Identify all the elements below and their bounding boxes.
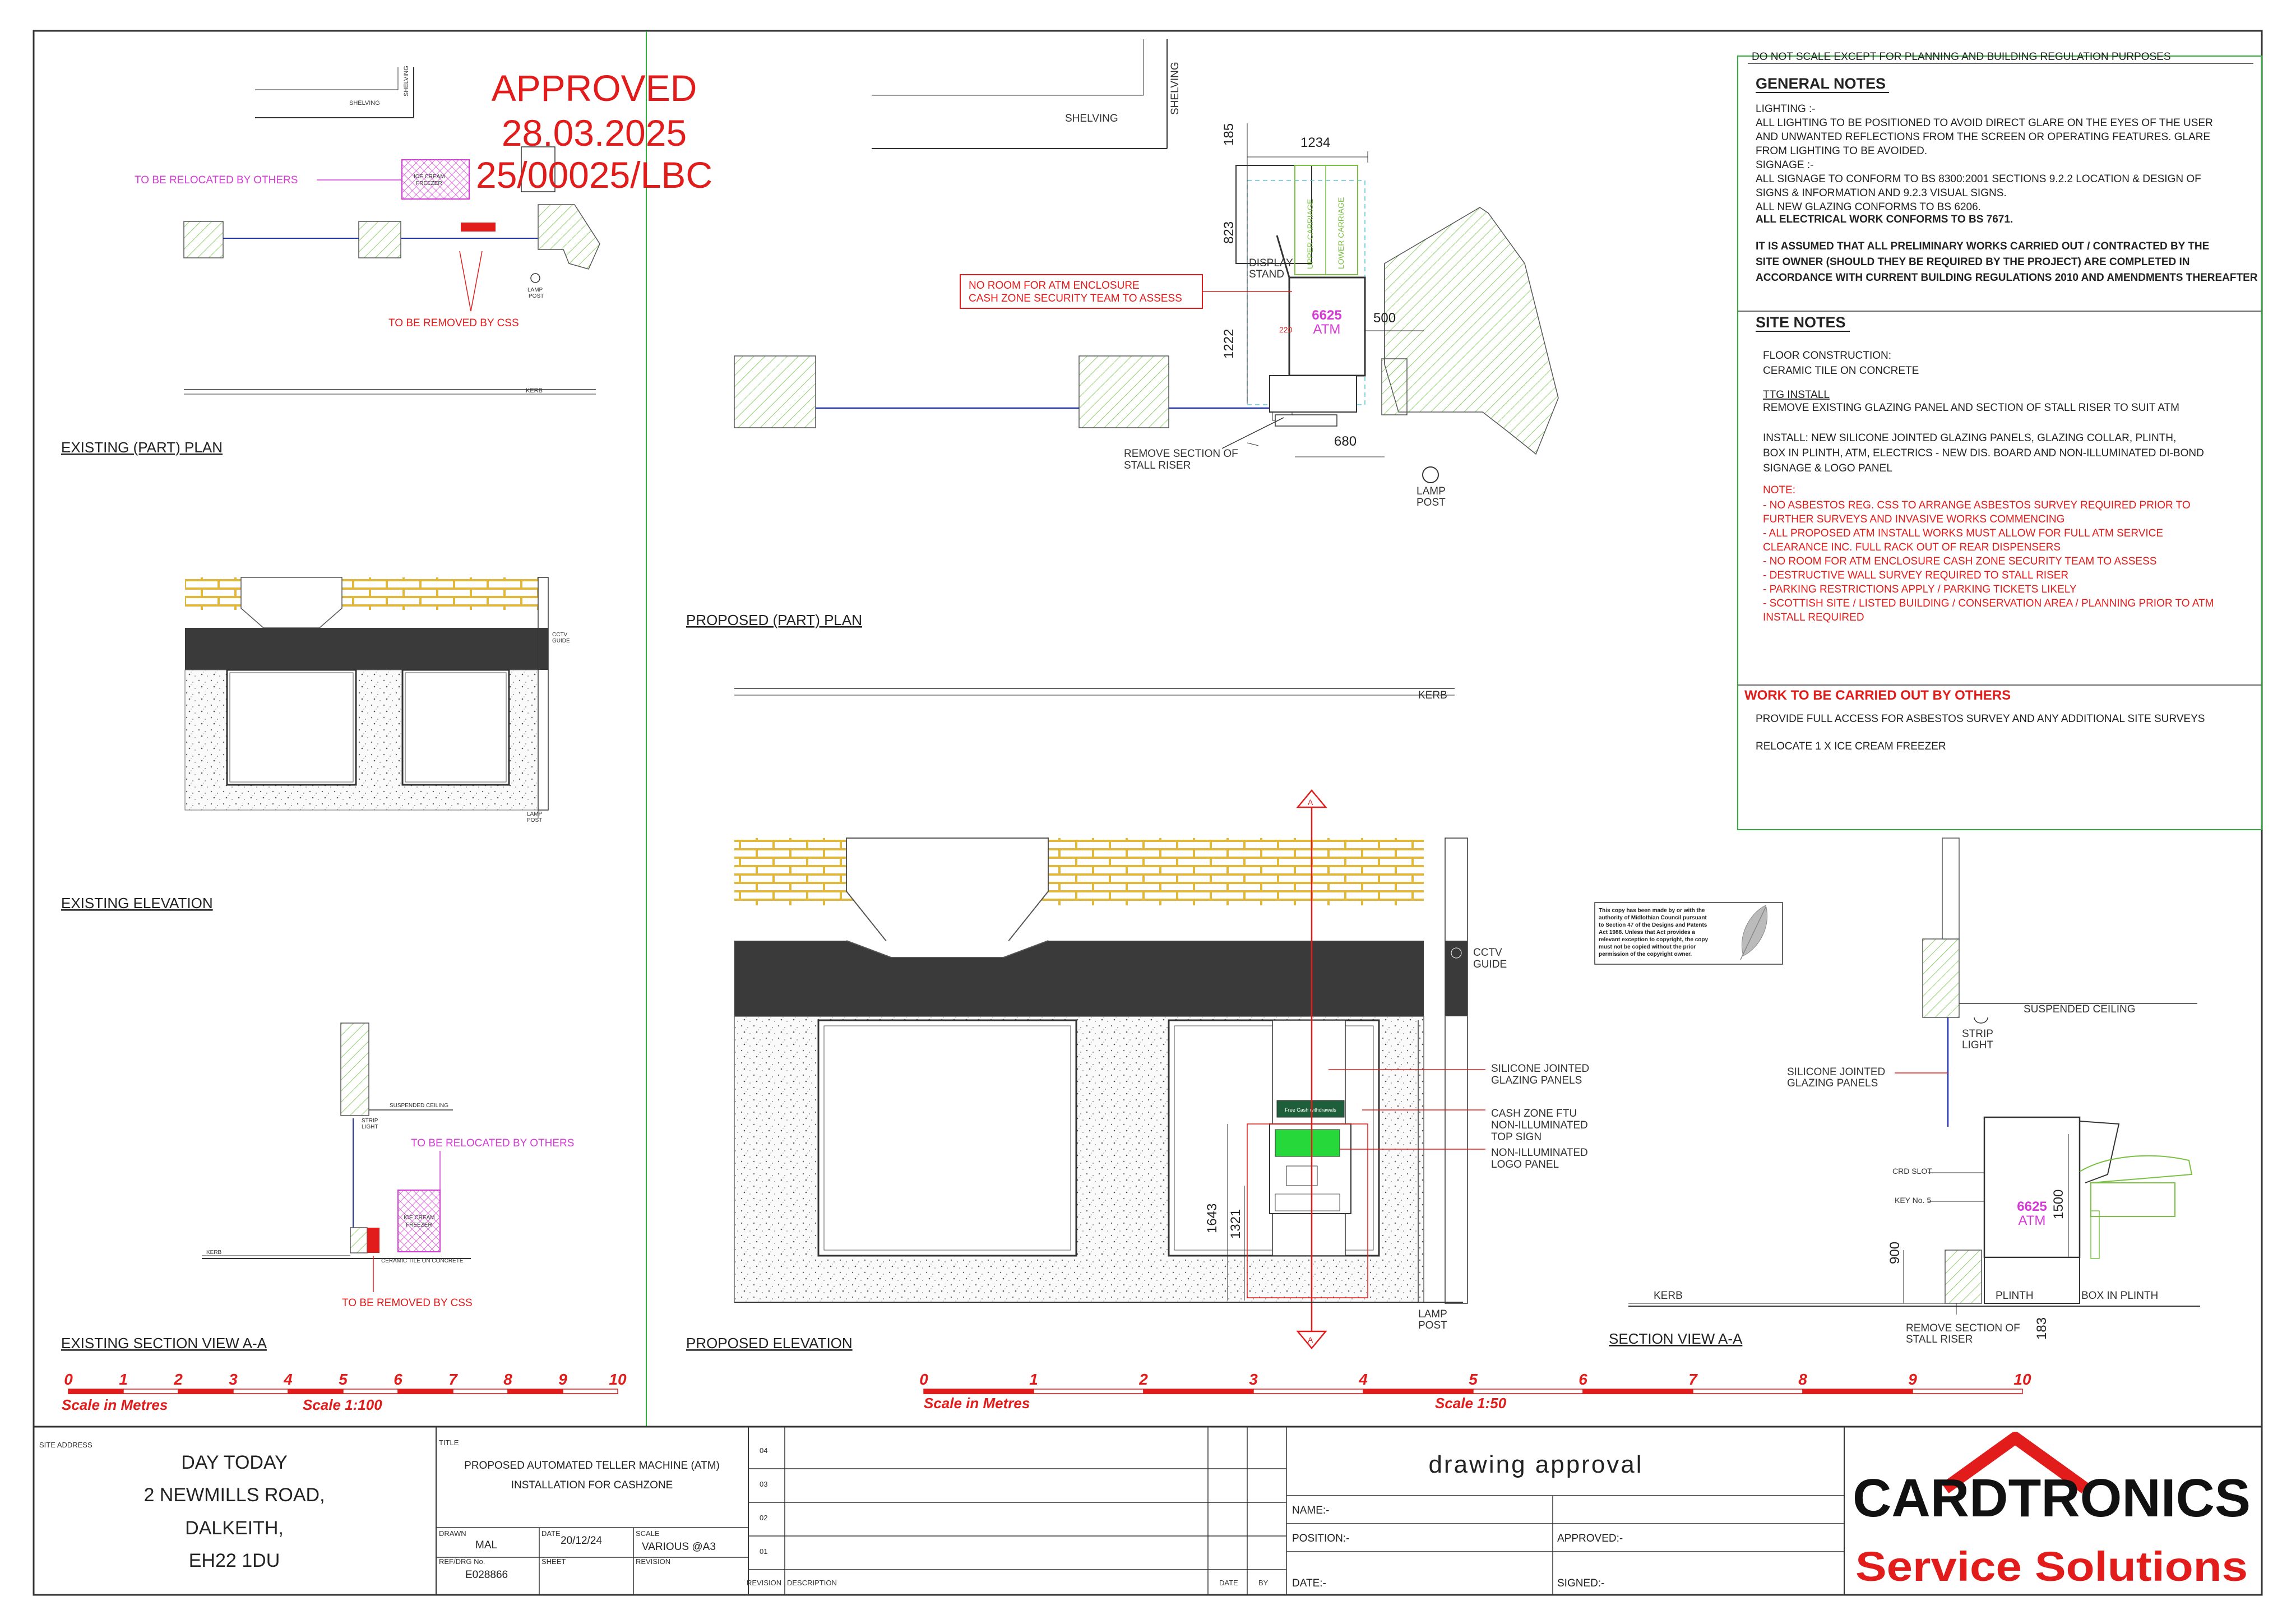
scale-number: 3 xyxy=(1249,1371,1258,1388)
cashzone-1: CASH ZONE FTU xyxy=(1491,1108,1577,1119)
dim-680: 680 xyxy=(1334,434,1357,449)
floor-line-2: CERAMIC TILE ON CONCRETE xyxy=(1763,365,1919,377)
site-note-list xyxy=(1763,499,2214,623)
general-notes-lines xyxy=(1756,103,2213,213)
no-room-line-2: CASH ZONE SECURITY TEAM TO ASSESS xyxy=(969,293,1182,304)
atm-plan-num: 6625 xyxy=(1312,308,1342,323)
title-line-2: INSTALLATION FOR CASHZONE xyxy=(511,1479,673,1491)
sv-box-plinth: BOX IN PLINTH xyxy=(2081,1290,2159,1302)
scale-number: 1 xyxy=(1029,1371,1038,1388)
signed-field: SIGNED:- xyxy=(1557,1577,1605,1589)
scale-segment xyxy=(398,1389,453,1394)
dim-1500: 1500 xyxy=(2051,1189,2066,1219)
freezer-label: ICE CREAM xyxy=(414,174,445,180)
scale-number: 7 xyxy=(1688,1371,1697,1388)
sv-ceiling: SUSPENDED CEILING xyxy=(2024,1003,2136,1015)
dim-220: 220 xyxy=(1279,325,1293,334)
cashzone-2: NON-ILLUMINATED xyxy=(1491,1119,1588,1131)
general-note-line-1: LIGHTING :- xyxy=(1756,103,1816,115)
atm-plan-label: ATM xyxy=(1313,322,1341,337)
site-note-1: - NO ASBESTOS REG. CSS TO ARRANGE ASBESTOS SURVEY REQUIRED PRIOR TO xyxy=(1763,499,2191,511)
logo-panel xyxy=(1275,1130,1340,1156)
scale-segment xyxy=(233,1389,288,1394)
existing-plan-title: EXISTING (PART) PLAN xyxy=(61,439,223,456)
prop-elev-lamp-2: POST xyxy=(1418,1320,1447,1331)
scale-number: 4 xyxy=(284,1371,293,1388)
general-note-line-4: FROM LIGHTING TO BE AVOIDED. xyxy=(1756,145,1928,157)
floor-construction xyxy=(1763,350,1919,377)
scale-bar-1-50 xyxy=(919,1371,2031,1394)
install-line-3: SIGNAGE & LOGO PANEL xyxy=(1763,462,1892,474)
scale-number: 9 xyxy=(1908,1371,1917,1388)
stamp-line-1: APPROVED xyxy=(491,67,697,109)
drawing-approval: drawing approval xyxy=(1428,1451,1644,1478)
install-notes xyxy=(1763,432,2204,474)
copyright-line-3: to Section 47 of the Designs and Patents xyxy=(1599,922,1707,928)
proposed-kerb: KERB xyxy=(1418,690,1447,701)
svg-text:FREEZER: FREEZER xyxy=(416,181,442,187)
date-label: DATE xyxy=(541,1529,561,1538)
assumed-line-2: SITE OWNER (SHOULD THEY BE REQUIRED BY THE PROJECT) ARE COMPLETED IN xyxy=(1756,256,2190,268)
address-line-4: EH22 1DU xyxy=(188,1550,280,1571)
proposed-elevation-title: PROPOSED ELEVATION xyxy=(686,1335,853,1352)
existing-shelving-label-v: SHELVING xyxy=(403,66,410,96)
scale-bar-1-100 xyxy=(64,1371,627,1394)
silicone-2: GLAZING PANELS xyxy=(1491,1075,1582,1086)
svg-text:ICE CREAM: ICE CREAM xyxy=(404,1215,435,1221)
upper-carriage-label: UPPER CARRIAGE xyxy=(1306,198,1314,269)
existing-section-floor: CERAMIC TILE ON CONCRETE xyxy=(381,1258,464,1264)
existing-section-title: EXISTING SECTION VIEW A-A xyxy=(61,1335,267,1352)
copyright-line-4: Act 1988. Unless that Act provides a xyxy=(1599,929,1695,936)
existing-elevation-title: EXISTING ELEVATION xyxy=(61,895,213,912)
scale-segment xyxy=(343,1389,398,1394)
general-note-line-2: ALL LIGHTING TO BE POSITIONED TO AVOID DIRECT GLARE ON THE EYES OF THE USER xyxy=(1756,117,2213,129)
proposed-shelving-v: SHELVING xyxy=(1169,62,1181,115)
copyright-line-1: This copy has been made by or with the xyxy=(1599,908,1705,914)
svg-text:FREEZER: FREEZER xyxy=(406,1222,432,1228)
assumed-notes xyxy=(1756,240,2258,284)
notes-panel xyxy=(1738,51,2262,830)
proposed-lamp-2: POST xyxy=(1417,497,1446,508)
atm-section xyxy=(1984,1117,2080,1257)
svg-text:STRIP: STRIP xyxy=(362,1118,378,1124)
scale-segment xyxy=(178,1389,233,1394)
dim-185: 185 xyxy=(1221,123,1237,146)
scale-segment xyxy=(1253,1389,1363,1394)
general-note-line-8: ALL NEW GLAZING CONFORMS TO BS 6206. xyxy=(1756,201,1981,213)
svg-text:LIGHT: LIGHT xyxy=(362,1124,378,1130)
removed-label: TO BE REMOVED BY CSS xyxy=(388,317,519,329)
svg-text:LAMP: LAMP xyxy=(527,811,543,817)
existing-shelving-label: SHELVING xyxy=(349,100,380,107)
existing-section-kerb: KERB xyxy=(206,1250,222,1256)
existing-cctv: CCTV xyxy=(552,632,568,638)
dim-823: 823 xyxy=(1221,221,1237,244)
remove-riser-1: REMOVE SECTION OF xyxy=(1124,448,1238,460)
by-head: BY xyxy=(1258,1579,1269,1587)
remove-riser-2: STALL RISER xyxy=(1124,460,1191,471)
install-line-1: INSTALL: NEW SILICONE JOINTED GLAZING PANELS, GLAZING COLLAR, PLINTH, xyxy=(1763,432,2177,444)
rev-02: 02 xyxy=(760,1514,768,1522)
scale-number: 5 xyxy=(339,1371,348,1388)
date-field: DATE:- xyxy=(1292,1577,1326,1589)
svg-text:STAND: STAND xyxy=(1249,269,1284,280)
proposed-shelving: SHELVING xyxy=(1065,113,1118,124)
general-note-line-7: SIGNS & INFORMATION AND 9.2.3 VISUAL SIGNS. xyxy=(1756,187,2007,199)
scale-segment xyxy=(1363,1389,1473,1394)
copyright-line-7: permission of the copyright owner. xyxy=(1599,951,1692,957)
scale-segment xyxy=(1473,1389,1583,1394)
site-notes-heading: SITE NOTES xyxy=(1756,314,1846,331)
scale-number: 0 xyxy=(64,1371,73,1388)
position-field: POSITION:- xyxy=(1292,1533,1350,1544)
approved-field: APPROVED:- xyxy=(1557,1533,1623,1544)
rev-04: 04 xyxy=(760,1446,768,1455)
sv-strip-1: STRIP xyxy=(1962,1028,1993,1040)
existing-lamp-label: LAMP xyxy=(527,287,543,293)
existing-section-removed: TO BE REMOVED BY CSS xyxy=(342,1297,473,1309)
sv-atm-num: 6625 xyxy=(2017,1199,2047,1214)
scale-segment xyxy=(1144,1389,1253,1394)
scale-number: 8 xyxy=(503,1371,512,1388)
scale-number: 7 xyxy=(448,1371,457,1388)
assumed-line-3: ACCORDANCE WITH CURRENT BUILDING REGULATIONS 2010 AND AMENDMENTS THEREAFTER xyxy=(1756,272,2258,284)
sv-silicone-1: SILICONE JOINTED xyxy=(1787,1066,1886,1078)
sv-remove-1: REMOVE SECTION OF xyxy=(1906,1322,2020,1334)
address-line-1: DAY TODAY xyxy=(181,1452,288,1473)
scale-segment xyxy=(288,1389,343,1394)
sv-strip-2: LIGHT xyxy=(1962,1039,1993,1051)
display-label-1: DISPLAY xyxy=(1249,257,1293,269)
rev-head: REVISION xyxy=(747,1579,782,1587)
scale-number: 0 xyxy=(919,1371,928,1388)
sv-atm-label: ATM xyxy=(2018,1213,2046,1228)
proposed-elevation xyxy=(686,790,1589,1352)
existing-elevation xyxy=(61,577,570,912)
title-line-1: PROPOSED AUTOMATED TELLER MACHINE (ATM) xyxy=(464,1460,720,1472)
desc-head: DESCRIPTION xyxy=(787,1579,837,1587)
site-note-2: FURTHER SURVEYS AND INVASIVE WORKS COMMENCING xyxy=(1763,513,2065,525)
title-block xyxy=(39,1427,1844,1595)
ttg-text: REMOVE EXISTING GLAZING PANEL AND SECTION OF STALL RISER TO SUIT ATM xyxy=(1763,402,2179,414)
svg-text:GUIDE: GUIDE xyxy=(552,638,570,644)
scale-number: 6 xyxy=(1578,1371,1587,1388)
note-heading: NOTE: xyxy=(1763,484,1796,496)
dim-183: 183 xyxy=(2034,1317,2049,1340)
others-line-2: RELOCATE 1 X ICE CREAM FREEZER xyxy=(1756,741,1946,752)
sv-plinth: PLINTH xyxy=(1996,1290,2034,1302)
proposed-plan xyxy=(686,39,1558,701)
rev-01: 01 xyxy=(760,1547,768,1556)
copyright-line-5: relevant exception to copyright, the copy xyxy=(1599,937,1709,943)
general-notes-heading: GENERAL NOTES xyxy=(1756,75,1886,92)
copyright-line-2: authority of Midlothian Council pursuant xyxy=(1599,915,1707,921)
stamp-line-3: 25/00025/LBC xyxy=(475,154,713,196)
site-note-8: - SCOTTISH SITE / LISTED BUILDING / CONSERVATION AREA / PLANNING PRIOR TO ATM xyxy=(1763,598,2214,609)
site-note-4: CLEARANCE INC. FULL RACK OUT OF REAR DISPENSERS xyxy=(1763,542,2061,553)
dim-500: 500 xyxy=(1373,311,1396,326)
cashzone-3: TOP SIGN xyxy=(1491,1131,1542,1143)
address-line-2: 2 NEWMILLS ROAD, xyxy=(144,1484,325,1506)
site-note-7: - PARKING RESTRICTIONS APPLY / PARKING TICKETS LIKELY xyxy=(1763,584,2077,595)
scale-segment xyxy=(924,1389,1034,1394)
copyright-line-6: must not be copied without the prior xyxy=(1599,944,1696,950)
sv-crd-slot: CRD SLOT xyxy=(1892,1167,1932,1176)
sv-kerb: KERB xyxy=(1654,1290,1683,1302)
scale-number: 10 xyxy=(609,1371,627,1388)
dim-1321: 1321 xyxy=(1228,1209,1243,1239)
no-room-line-1: NO ROOM FOR ATM ENCLOSURE xyxy=(969,280,1140,292)
cctv-2: GUIDE xyxy=(1473,959,1507,970)
dim-1234: 1234 xyxy=(1300,135,1331,150)
site-note-9: INSTALL REQUIRED xyxy=(1763,612,1864,623)
ref-value: E028866 xyxy=(465,1569,508,1581)
scale-number: 3 xyxy=(229,1371,238,1388)
stall-riser-remove xyxy=(461,223,496,232)
scale2-ratio: Scale 1:50 xyxy=(1435,1395,1507,1412)
proposed-plan-title: PROPOSED (PART) PLAN xyxy=(686,612,862,628)
scale2-label: Scale in Metres xyxy=(924,1395,1030,1412)
silicone-1: SILICONE JOINTED xyxy=(1491,1063,1590,1075)
section-mark-top: A xyxy=(1308,798,1313,807)
existing-section-relocate: TO BE RELOCATED BY OTHERS xyxy=(411,1137,575,1149)
proposed-lamp-1: LAMP xyxy=(1417,485,1446,497)
rev-03: 03 xyxy=(760,1480,768,1488)
scale-segment xyxy=(68,1389,123,1394)
scale-segment xyxy=(1693,1389,1803,1394)
general-note-line-6: ALL SIGNAGE TO CONFORM TO BS 8300:2001 SECTIONS 9.2.2 LOCATION & DESIGN OF xyxy=(1756,173,2201,185)
logo-text-2: Service Solutions xyxy=(1855,1543,2248,1590)
general-note-line-3: AND UNWANTED REFLECTIONS FROM THE SCREEN OR OPERATING FEATURES. GLARE xyxy=(1756,131,2211,143)
assumed-line-1: IT IS ASSUMED THAT ALL PRELIMINARY WORKS CARRIED OUT / CONTRACTED BY THE xyxy=(1756,240,2210,252)
approved-stamp xyxy=(476,67,712,196)
copyright-notice xyxy=(1595,903,1783,964)
cctv-1: CCTV xyxy=(1473,947,1502,959)
install-line-2: BOX IN PLINTH, ATM, ELECTRICS - NEW DIS. BOARD AND NON-ILLUMINATED DI-BOND xyxy=(1763,447,2204,459)
dim-1643: 1643 xyxy=(1205,1203,1220,1233)
scale-segment xyxy=(1803,1389,1913,1394)
existing-section-ceiling: SUSPENDED CEILING xyxy=(390,1103,449,1109)
svg-text:POST: POST xyxy=(529,293,544,299)
date-head: DATE xyxy=(1219,1579,1238,1587)
scale-number: 1 xyxy=(119,1371,128,1388)
logo-text-1: CARDTRONICS xyxy=(1853,1468,2251,1528)
existing-section xyxy=(61,1023,574,1352)
floor-line-1: FLOOR CONSTRUCTION: xyxy=(1763,350,1892,362)
general-note-line-5: SIGNAGE :- xyxy=(1756,159,1814,171)
scale-number: 6 xyxy=(394,1371,402,1388)
electrical-note: ALL ELECTRICAL WORK CONFORMS TO BS 7671. xyxy=(1756,214,2013,225)
dim-1222: 1222 xyxy=(1221,328,1237,359)
scale-number: 8 xyxy=(1798,1371,1807,1388)
title-label: TITLE xyxy=(439,1438,459,1447)
site-note-6: - DESTRUCTIVE WALL SURVEY REQUIRED TO STALL RISER xyxy=(1763,570,2069,581)
scale-segment xyxy=(563,1389,618,1394)
ttg-heading: TTG INSTALL xyxy=(1763,389,1830,401)
revision-label: REVISION xyxy=(636,1557,671,1566)
scale1-label: Scale in Metres xyxy=(62,1396,168,1413)
scale-number: 5 xyxy=(1469,1371,1478,1388)
sv-remove-2: STALL RISER xyxy=(1906,1334,1973,1345)
cardtronics-logo xyxy=(1853,1438,2251,1590)
scale-segment xyxy=(508,1389,563,1394)
scale-number: 2 xyxy=(1139,1371,1148,1388)
site-address-label: SITE ADDRESS xyxy=(39,1441,92,1449)
scale-segment xyxy=(123,1389,178,1394)
drawn-label: DRAWN xyxy=(439,1529,466,1538)
scale-number: 10 xyxy=(2013,1371,2031,1388)
relocate-label: TO BE RELOCATED BY OTHERS xyxy=(135,174,298,186)
ref-label: REF/DRG No. xyxy=(439,1557,485,1566)
date-value: 20/12/24 xyxy=(561,1535,602,1547)
name-field: NAME:- xyxy=(1292,1505,1330,1516)
scale-number: 4 xyxy=(1359,1371,1368,1388)
sv-silicone-2: GLAZING PANELS xyxy=(1787,1077,1878,1089)
logo-2: LOGO PANEL xyxy=(1491,1159,1559,1170)
existing-kerb: KERB xyxy=(526,387,543,394)
scale-number: 2 xyxy=(174,1371,183,1388)
prop-elev-lamp-1: LAMP xyxy=(1418,1308,1447,1320)
address-line-3: DALKEITH, xyxy=(185,1517,284,1539)
sign-text: Free Cash withdrawals xyxy=(1285,1107,1336,1113)
scale-segment xyxy=(1034,1389,1144,1394)
drawn-value: MAL xyxy=(475,1539,498,1551)
others-line-1: PROVIDE FULL ACCESS FOR ASBESTOS SURVEY AND ANY ADDITIONAL SITE SURVEYS xyxy=(1756,713,2205,725)
scale1-ratio: Scale 1:100 xyxy=(303,1396,382,1413)
top-note: DO NOT SCALE EXCEPT FOR PLANNING AND BUILDING REGULATION PURPOSES xyxy=(1752,51,2171,63)
scale-segment xyxy=(1583,1389,1693,1394)
section-mark-bottom: A xyxy=(1308,1335,1313,1344)
sv-key: KEY No. 5 xyxy=(1895,1196,1932,1205)
logo-1: NON-ILLUMINATED xyxy=(1491,1147,1588,1159)
svg-text:POST: POST xyxy=(527,817,543,823)
lower-carriage-label: LOWER CARRIAGE xyxy=(1336,197,1345,269)
others-heading: WORK TO BE CARRIED OUT BY OTHERS xyxy=(1744,688,2011,703)
stamp-line-2: 28.03.2025 xyxy=(501,112,687,154)
scale-segment xyxy=(453,1389,508,1394)
sheet-label: SHEET xyxy=(541,1557,566,1566)
dim-900: 900 xyxy=(1887,1241,1902,1264)
section-view-title: SECTION VIEW A-A xyxy=(1609,1330,1743,1347)
scale-label: SCALE xyxy=(636,1529,660,1538)
site-note-5: - NO ROOM FOR ATM ENCLOSURE CASH ZONE SECURITY TEAM TO ASSESS xyxy=(1763,556,2157,567)
scale-segment xyxy=(1913,1389,2022,1394)
scale-number: 9 xyxy=(558,1371,567,1388)
scale-value: VARIOUS @A3 xyxy=(642,1541,716,1553)
site-note-3: - ALL PROPOSED ATM INSTALL WORKS MUST ALLOW FOR FULL ATM SERVICE xyxy=(1763,528,2164,539)
